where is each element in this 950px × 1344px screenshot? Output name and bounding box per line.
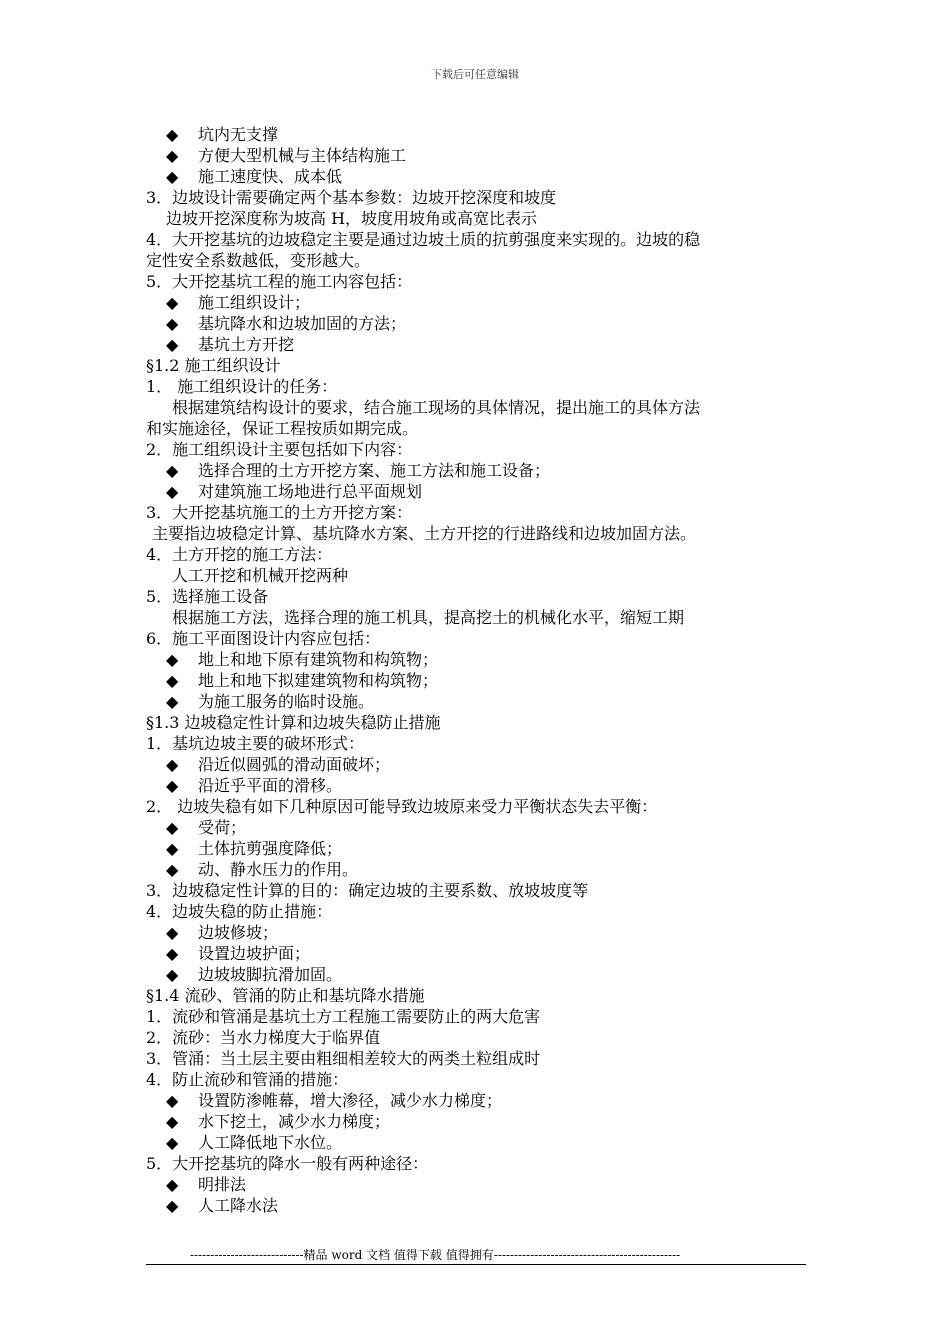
bullet-text: 设置防渗帷幕，增大渗径，减少水力梯度；	[198, 1091, 503, 1110]
bullet-text: 人工降水法	[198, 1196, 279, 1215]
bullet-text: 地上和地下原有建筑物和构筑物；	[198, 650, 439, 669]
bullet-item	[146, 964, 826, 985]
diamond-bullet-icon: ◆	[166, 650, 179, 669]
bullet-text: 边坡坡脚抗滑加固。	[198, 965, 343, 984]
page-footer: ----------------------------精品 word 文档 值得下载 值得拥有----------------------------------------------	[190, 1248, 681, 1262]
bullet-item	[146, 1174, 826, 1195]
bullet-text: 边坡修坡；	[198, 923, 279, 942]
bullet-item	[146, 124, 826, 145]
bullet-item	[146, 922, 826, 943]
bullet-text: 坑内无支撑	[198, 125, 279, 144]
text-line: 主要指边坡稳定计算、基坑降水方案、土方开挖的行进路线和边坡加固方法。	[152, 524, 697, 543]
bullet-text: 人工降低地下水位。	[198, 1133, 343, 1152]
bullet-text: 受荷；	[198, 818, 247, 837]
bullet-text: 沿近乎平面的滑移。	[198, 776, 343, 795]
text-line: 根据施工方法，选择合理的施工机具，提高挖土的机械化水平，缩短工期	[172, 608, 685, 627]
bullet-item	[146, 460, 826, 481]
text-line: 2．流砂：当水力梯度大于临界值	[146, 1028, 381, 1047]
diamond-bullet-icon: ◆	[166, 965, 179, 984]
diamond-bullet-icon: ◆	[166, 1175, 179, 1194]
bullet-item	[146, 1132, 826, 1153]
bullet-item	[146, 166, 826, 187]
diamond-bullet-icon: ◆	[166, 839, 179, 858]
bullet-item	[146, 775, 826, 796]
bullet-text: 动、静水压力的作用。	[198, 860, 359, 879]
text-line: §1.3 边坡稳定性计算和边坡失稳防止措施	[146, 713, 441, 732]
diamond-bullet-icon: ◆	[166, 923, 179, 942]
text-line: 定性安全系数越低，变形越大。	[146, 251, 371, 270]
diamond-bullet-icon: ◆	[166, 1196, 179, 1215]
bullet-item	[146, 313, 826, 334]
text-line: 5．选择施工设备	[146, 587, 269, 606]
bullet-text: 基坑降水和边坡加固的方法；	[198, 314, 407, 333]
bullet-item	[146, 145, 826, 166]
bullet-item	[146, 481, 826, 502]
diamond-bullet-icon: ◆	[166, 755, 179, 774]
bullet-text: 基坑土方开挖	[198, 335, 295, 354]
bullet-item	[146, 943, 826, 964]
text-line: 3．边坡设计需要确定两个基本参数：边坡开挖深度和坡度	[146, 188, 557, 207]
text-line: 2． 边坡失稳有如下几种原因可能导致边坡原来受力平衡状态失去平衡：	[146, 797, 658, 816]
diamond-bullet-icon: ◆	[166, 860, 179, 879]
text-line: 3．边坡稳定性计算的目的：确定边坡的主要系数、放坡坡度等	[146, 881, 589, 900]
diamond-bullet-icon: ◆	[166, 293, 179, 312]
bullet-text: 地上和地下拟建建筑物和构筑物；	[198, 671, 439, 690]
text-line: 6．施工平面图设计内容应包括：	[146, 629, 381, 648]
diamond-bullet-icon: ◆	[166, 1112, 179, 1131]
diamond-bullet-icon: ◆	[166, 125, 179, 144]
text-line: 3．管涌：当土层主要由粗细相差较大的两类土粒组成时	[146, 1049, 541, 1068]
text-line: 1．基坑边坡主要的破坏形式：	[146, 734, 365, 753]
text-line: 根据建筑结构设计的要求，结合施工现场的具体情况，提出施工的具体方法	[172, 398, 701, 417]
bullet-item	[146, 1111, 826, 1132]
text-line: 4．大开挖基坑的边坡稳定主要是通过边坡土质的抗剪强度来实现的。边坡的稳	[146, 230, 701, 249]
text-line: 人工开挖和机械开挖两种	[172, 566, 349, 585]
text-line: §1.2 施工组织设计	[146, 356, 281, 375]
page-header: 下载后可任意编辑	[431, 68, 519, 81]
text-line: 2．施工组织设计主要包括如下内容：	[146, 440, 413, 459]
bullet-item	[146, 859, 826, 880]
diamond-bullet-icon: ◆	[166, 314, 179, 333]
diamond-bullet-icon: ◆	[166, 1091, 179, 1110]
text-line: 1． 施工组织设计的任务：	[146, 377, 338, 396]
diamond-bullet-icon: ◆	[166, 461, 179, 480]
bullet-item	[146, 1195, 826, 1216]
document-body	[146, 124, 826, 1216]
bullet-text: 施工组织设计；	[198, 293, 311, 312]
text-line: 1．流砂和管涌是基坑土方工程施工需要防止的两大危害	[146, 1007, 541, 1026]
bullet-item	[146, 649, 826, 670]
diamond-bullet-icon: ◆	[166, 776, 179, 795]
text-line: 5．大开挖基坑工程的施工内容包括：	[146, 272, 413, 291]
text-line: 和实施途径，保证工程按质如期完成。	[146, 419, 419, 438]
diamond-bullet-icon: ◆	[166, 1133, 179, 1152]
footer-divider	[146, 1264, 806, 1265]
bullet-item	[146, 838, 826, 859]
diamond-bullet-icon: ◆	[166, 167, 179, 186]
bullet-item	[146, 292, 826, 313]
bullet-text: 沿近似圆弧的滑动面破坏；	[198, 755, 391, 774]
diamond-bullet-icon: ◆	[166, 335, 179, 354]
diamond-bullet-icon: ◆	[166, 146, 179, 165]
bullet-text: 设置边坡护面；	[198, 944, 311, 963]
bullet-item	[146, 334, 826, 355]
bullet-item	[146, 691, 826, 712]
diamond-bullet-icon: ◆	[166, 671, 179, 690]
text-line: 边坡开挖深度称为坡高 H，坡度用坡角或高宽比表示	[166, 209, 538, 228]
bullet-text: 对建筑施工场地进行总平面规划	[198, 482, 423, 501]
bullet-text: 水下挖土，减少水力梯度；	[198, 1112, 391, 1131]
bullet-item	[146, 1090, 826, 1111]
bullet-text: 土体抗剪强度降低；	[198, 839, 343, 858]
bullet-text: 施工速度快、成本低	[198, 167, 343, 186]
bullet-item	[146, 670, 826, 691]
text-line: 5．大开挖基坑的降水一般有两种途径：	[146, 1154, 429, 1173]
bullet-text: 明排法	[198, 1175, 247, 1194]
bullet-text: 选择合理的土方开挖方案、施工方法和施工设备；	[198, 461, 551, 480]
text-line: §1.4 流砂、管涌的防止和基坑降水措施	[146, 986, 425, 1005]
diamond-bullet-icon: ◆	[166, 692, 179, 711]
bullet-item	[146, 817, 826, 838]
text-line: 4．土方开挖的施工方法：	[146, 545, 333, 564]
bullet-item	[146, 754, 826, 775]
bullet-text: 方便大型机械与主体结构施工	[198, 146, 407, 165]
diamond-bullet-icon: ◆	[166, 818, 179, 837]
diamond-bullet-icon: ◆	[166, 482, 179, 501]
text-line: 3．大开挖基坑施工的土方开挖方案：	[146, 503, 413, 522]
diamond-bullet-icon: ◆	[166, 944, 179, 963]
text-line: 4．边坡失稳的防止措施：	[146, 902, 333, 921]
bullet-text: 为施工服务的临时设施。	[198, 692, 375, 711]
text-line: 4．防止流砂和管涌的措施：	[146, 1070, 349, 1089]
